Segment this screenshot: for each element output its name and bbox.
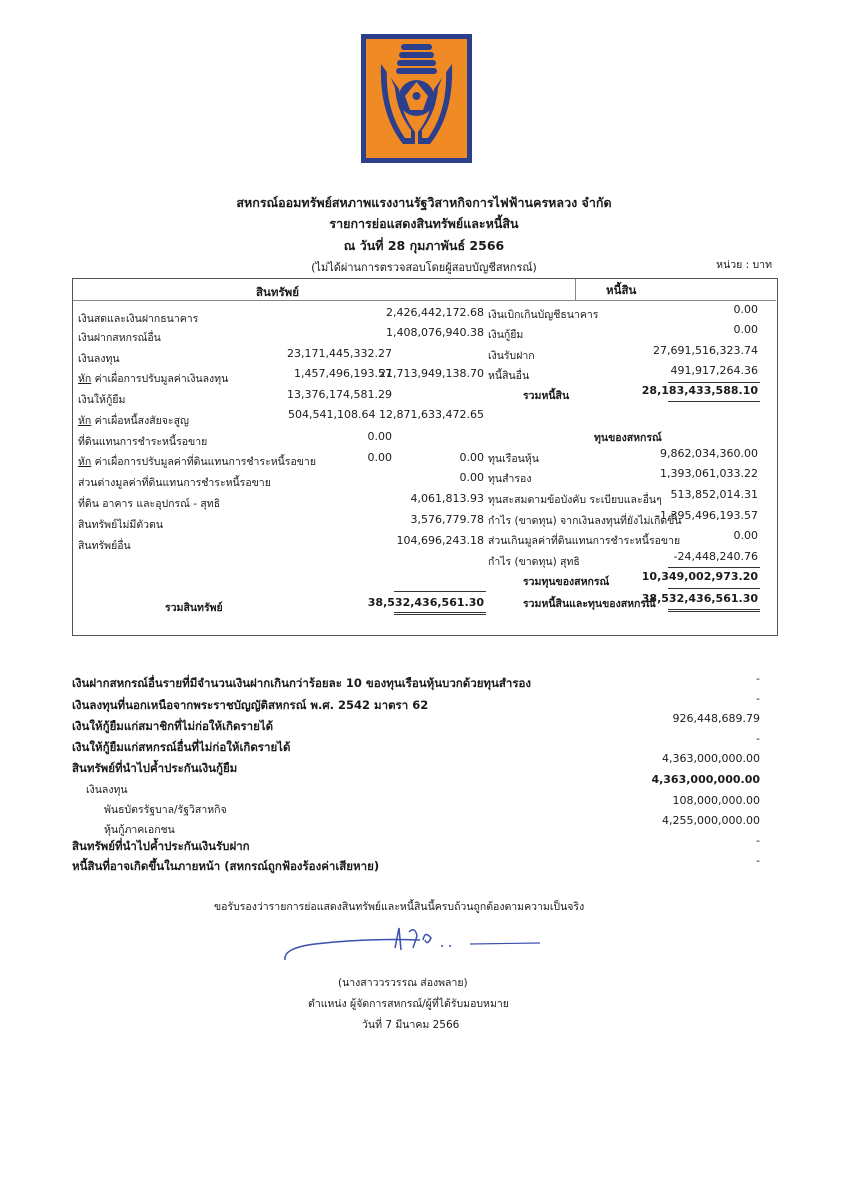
audit-note: (ไม่ได้ผ่านการตรวจสอบโดยผู้สอบบัญชีสหกรณ์) — [311, 261, 537, 274]
asset-gross: 13,376,174,581.29 — [287, 388, 392, 401]
assets-total-rule-1 — [394, 612, 486, 613]
asset-label: เงินให้กู้ยืม — [78, 394, 126, 406]
liability-label: หนี้สินอื่น — [488, 370, 530, 382]
note-label: พันธบัตรรัฐบาล/รัฐวิสาหกิจ — [104, 804, 227, 816]
grand-total-label: รวมหนี้สินและทุนของสหกรณ์ — [523, 598, 656, 610]
note-value: - — [756, 672, 760, 685]
note-value: - — [756, 692, 760, 705]
asset-net: 104,696,243.18 — [396, 534, 484, 547]
note-value: - — [756, 732, 760, 745]
note-value: - — [756, 854, 760, 867]
liability-label: เงินรับฝาก — [488, 350, 535, 362]
asset-net: 1,408,076,940.38 — [386, 326, 484, 339]
liability-value: 0.00 — [733, 323, 758, 336]
note-label: สินทรัพย์ที่นำไปค้ำประกันเงินรับฝาก — [72, 839, 250, 853]
equity-label: ทุนสะสมตามข้อบังคับ ระเบียบและอื่นๆ — [488, 494, 662, 506]
asset-gross-and-net: 504,541,108.64 12,871,633,472.65 — [288, 408, 484, 421]
asset-net: 21,713,949,138.70 — [379, 367, 484, 380]
report-title: รายการย่อแสดงสินทรัพย์และหนี้สิน — [329, 216, 519, 231]
note-label: สินทรัพย์ที่นำไปค้ำประกันเงินกู้ยืม — [72, 761, 238, 775]
liability-label: เงินกู้ยืม — [488, 329, 524, 341]
equity-label: กำไร (ขาดทุน) จากเงินลงทุนที่ยังไม่เกิดขึ้น — [488, 515, 682, 527]
note-label: เงินให้กู้ยืมแก่สหกรณ์อื่นที่ไม่ก่อให้เกิดรายได้ — [72, 740, 291, 754]
signatory-name: (นางสาววรวรรณ ส่องพลาย) — [338, 977, 468, 989]
note-value: 926,448,689.79 — [672, 712, 760, 725]
note-value: 4,363,000,000.00 — [662, 752, 760, 765]
note-value: - — [756, 834, 760, 847]
certification-text: ขอรับรองว่ารายการย่อแสดงสินทรัพย์และหนี้สินนี้ครบถ้วนถูกต้องตามความเป็นจริง — [214, 901, 585, 913]
note-value: 108,000,000.00 — [672, 794, 760, 807]
total-assets-label: รวมสินทรัพย์ — [165, 602, 223, 614]
equity-heading: ทุนของสหกรณ์ — [594, 432, 662, 444]
note-label: เงินลงทุน — [86, 784, 128, 796]
asset-label: สินทรัพย์ไม่มีตัวตน — [78, 519, 164, 531]
signature — [275, 918, 545, 972]
asset-label: เงินสดและเงินฝากธนาคาร — [78, 313, 199, 325]
liability-value: 0.00 — [733, 303, 758, 316]
unit-label: หน่วย : บาท — [716, 259, 772, 271]
asset-label: หัก ค่าเผื่อหนี้สงสัยจะสูญ — [78, 415, 189, 427]
assets-heading: สินทรัพย์ — [256, 285, 299, 299]
equity-value: -1,395,496,193.57 — [656, 509, 758, 522]
asset-label: ส่วนต่างมูลค่าที่ดินแทนการชำระหนี้รอขาย — [78, 477, 271, 489]
org-name: สหกรณ์ออมทรัพย์สหภาพแรงงานรัฐวิสาหกิจการไฟฟ้านครหลวง จำกัด — [236, 195, 612, 210]
grand-total-value: 38,532,436,561.30 — [641, 592, 758, 605]
total-liabilities-value: 28,183,433,588.10 — [641, 384, 758, 397]
asset-net: 0.00 — [459, 471, 484, 484]
asset-label: ที่ดิน อาคาร และอุปกรณ์ - สุทธิ — [78, 498, 221, 510]
asset-gross: 0.00 — [367, 430, 392, 443]
report-date: ณ วันที่ 28 กุมภาพันธ์ 2566 — [343, 238, 505, 253]
note-value: 4,255,000,000.00 — [662, 814, 760, 827]
liability-label: เงินเบิกเกินบัญชีธนาคาร — [488, 309, 599, 321]
asset-gross: 23,171,445,332.27 — [287, 347, 392, 360]
signatory-position: ตำแหน่ง ผู้จัดการสหกรณ์/ผู้ที่ได้รับมอบหมาย — [308, 998, 509, 1010]
note-label: หนี้สินที่อาจเกิดขึ้นในภายหน้า (สหกรณ์ถูกฟ้องร้องค่าเสียหาย) — [72, 859, 380, 873]
equity-total-rule — [668, 588, 760, 589]
asset-label: เงินฝากสหกรณ์อื่น — [78, 332, 161, 344]
equity-label: ทุนสำรอง — [488, 473, 532, 485]
assets-total-rule-top — [394, 591, 486, 592]
subtotal-rule — [668, 382, 760, 383]
equity-label: ทุนเรือนหุ้น — [488, 453, 539, 465]
total-equity-value: 10,349,002,973.20 — [641, 570, 758, 583]
note-label: เงินฝากสหกรณ์อื่นรายที่มีจำนวนเงินฝากเกินกว่าร้อยละ 10 ของทุนเรือนหุ้นบวกด้วยทุนสำรอง — [72, 676, 532, 690]
liabilities-heading: หนี้สิน — [606, 283, 637, 297]
equity-value: 1,393,061,033.22 — [660, 467, 758, 480]
cooperative-logo — [361, 34, 472, 163]
total-liabilities-label: รวมหนี้สิน — [523, 390, 570, 402]
equity-value: 9,862,034,360.00 — [660, 447, 758, 460]
equity-label: กำไร (ขาดทุน) สุทธิ — [488, 556, 580, 568]
equity-label: ส่วนเกินมูลค่าที่ดินแทนการชำระหนี้รอขาย — [488, 535, 681, 547]
assets-total-rule-2 — [394, 614, 486, 615]
equity-value: 0.00 — [733, 529, 758, 542]
total-rule — [668, 401, 760, 402]
asset-label: หัก ค่าเผื่อการปรับมูลค่าที่ดินแทนการชำระหนี้รอขาย — [78, 456, 316, 468]
liability-value: 27,691,516,323.74 — [653, 344, 758, 357]
asset-label: เงินลงทุน — [78, 353, 120, 365]
equity-subtotal-rule — [668, 567, 760, 568]
note-label: เงินลงทุนที่นอกเหนือจากพระราชบัญญัติสหกรณ์ พ.ศ. 2542 มาตรา 62 — [72, 698, 429, 712]
grand-total-rule-1 — [668, 609, 760, 610]
asset-net: 0.00 — [459, 451, 484, 464]
asset-net: 3,576,779.78 — [410, 513, 484, 526]
header-divider — [575, 279, 576, 301]
asset-net: 2,426,442,172.68 — [386, 306, 484, 319]
liability-value: 491,917,264.36 — [670, 364, 758, 377]
signed-date: วันที่ 7 มีนาคม 2566 — [362, 1019, 460, 1031]
asset-label: หัก ค่าเผื่อการปรับมูลค่าเงินลงทุน — [78, 373, 229, 385]
note-label: เงินให้กู้ยืมแก่สมาชิกที่ไม่ก่อให้เกิดรายได้ — [72, 719, 274, 733]
note-value: 4,363,000,000.00 — [651, 773, 760, 786]
header-rule — [73, 300, 776, 301]
asset-label: สินทรัพย์อื่น — [78, 540, 131, 552]
asset-gross: 1,457,496,193.57 — [294, 367, 392, 380]
note-label: หุ้นกู้ภาคเอกชน — [104, 824, 175, 836]
asset-gross: 0.00 — [367, 451, 392, 464]
total-assets-value: 38,532,436,561.30 — [367, 596, 484, 609]
equity-value: -24,448,240.76 — [673, 550, 758, 563]
asset-label: ที่ดินแทนการชำระหนี้รอขาย — [78, 436, 208, 448]
equity-value: 513,852,014.31 — [670, 488, 758, 501]
asset-net: 4,061,813.93 — [410, 492, 484, 505]
total-equity-label: รวมทุนของสหกรณ์ — [523, 576, 610, 588]
grand-total-rule-2 — [668, 611, 760, 612]
